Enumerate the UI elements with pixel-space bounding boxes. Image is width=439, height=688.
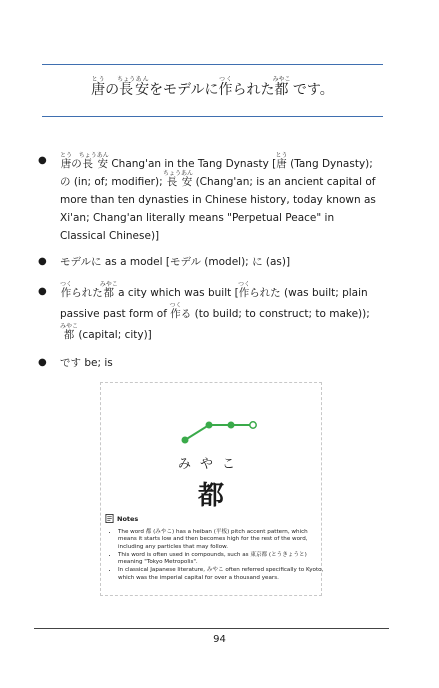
notes-list xyxy=(107,529,326,583)
list-item: • The word 都 (みやこ) has a heiban (平板) pitch accent pattern, which means it starts low and then becomes high for the rest of the word, including any particles that may follow. xyxy=(118,529,326,551)
bullet-icon: ● xyxy=(38,155,47,166)
pitch-dot-high xyxy=(206,422,213,429)
notes-title: Notes xyxy=(117,514,139,523)
pitch-dot-high xyxy=(228,422,235,429)
word-kana: みやこ xyxy=(177,457,244,472)
pitch-accent-graph xyxy=(101,383,321,453)
list-item: ● モデルに as a model [モデル (model); に (as)] xyxy=(38,253,383,271)
notes-icon xyxy=(105,514,114,523)
bullet-icon: ● xyxy=(38,286,47,297)
bullet-icon: ● xyxy=(38,256,47,267)
pitch-line xyxy=(185,425,253,440)
list-item: • In classical Japanese literature, みやこ often referred specifically to Kyoto, which was the imperial capital for over a thousand years. xyxy=(118,567,326,582)
list-item: ● 唐とうの長ちょう安あん Chang'an in the Tang Dynasty [唐とう (Tang Dynasty); の (in; of; modifier); 長ちょう安あん (Chang'an; is an ancient capital of more than ten dynasties in Chinese history, today known as Xi'an; Chang'an literally means "Perpetual Peace" in Classical Chinese)] xyxy=(38,152,376,242)
title-rule-bottom xyxy=(42,116,383,117)
notes-header xyxy=(105,514,138,523)
footer-rule xyxy=(34,628,389,629)
list-item: • This word is often used in compounds, such as 東京都 (とうきょうと) meaning "Tokyo Metropolis". xyxy=(118,552,326,567)
pitch-dot-particle xyxy=(250,422,256,428)
page-number: 94 xyxy=(213,634,226,645)
word-card xyxy=(100,382,322,596)
pitch-dot-low xyxy=(182,437,189,444)
list-item: ● です be; is xyxy=(38,354,383,372)
list-item: ● 作つくられた都みやこ a city which was built [作つくられた (was built; plain passive past form of 作つくる (to build; to construct; to make)); 都みやこ (capital; city)] xyxy=(38,281,370,341)
title-rule-top xyxy=(42,64,383,65)
page-title: 唐とうの長ちょう安あんをモデルに作つくられた都みやこ です。 xyxy=(91,76,334,98)
vocabulary-list xyxy=(38,152,383,372)
word-kanji: 都 xyxy=(197,481,224,511)
bullet-icon: ● xyxy=(38,357,47,368)
